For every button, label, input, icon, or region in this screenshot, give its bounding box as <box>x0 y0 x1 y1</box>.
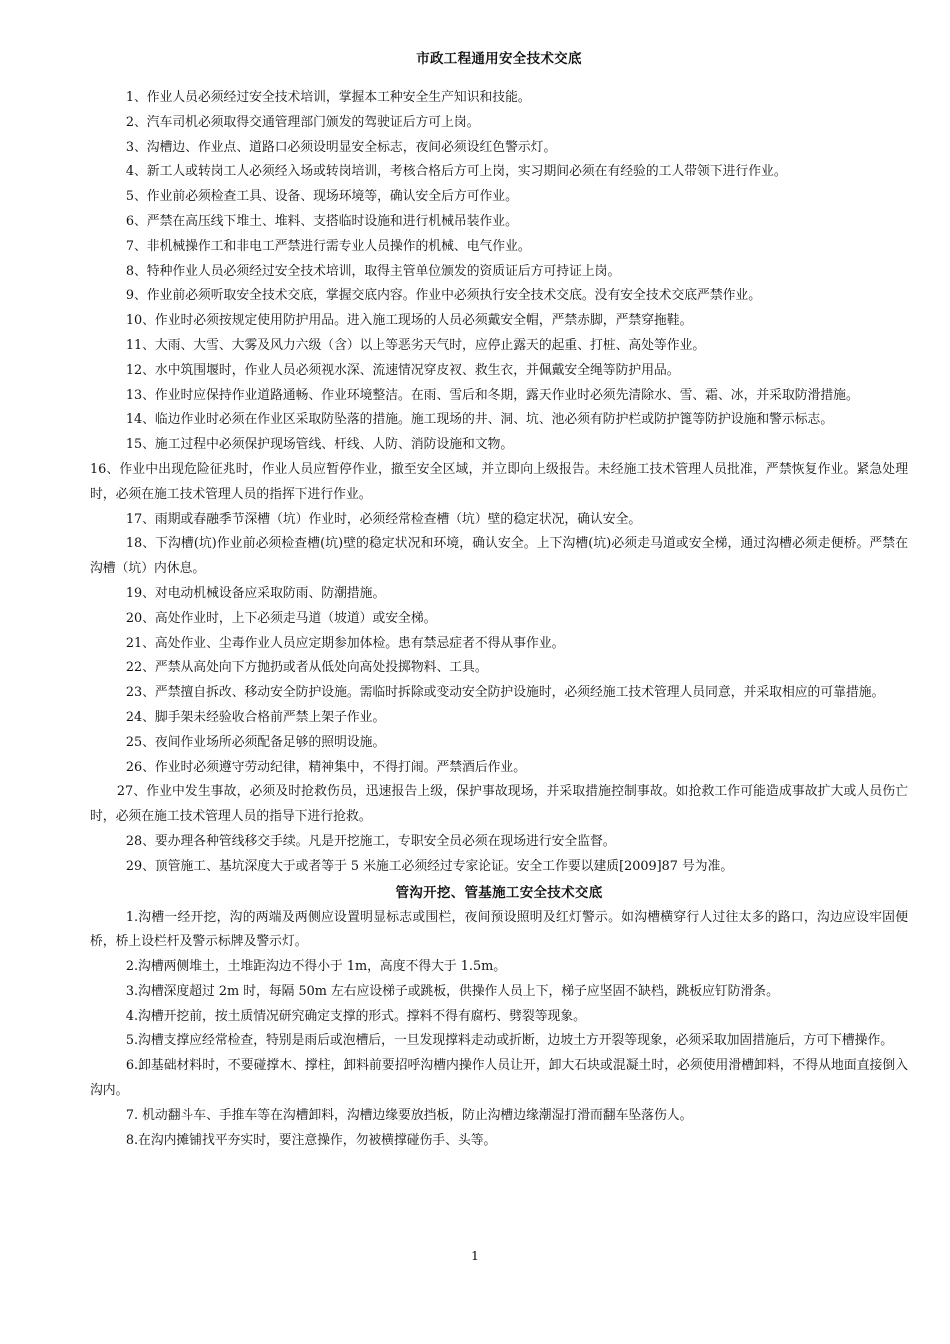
list-item: 26、作业时必须遵守劳动纪律，精神集中，不得打闹。严禁酒后作业。 <box>125 759 527 775</box>
list-item: 27、作业中发生事故，必须及时抢救伤员，迅速报告上级，保护事故现场，并采取措施控制事故。如抢救工作可能造成事故扩大或人员伤亡时，必须在施工技术管理人员的指导下进行抢救。 <box>90 784 908 825</box>
list-item: 3.沟槽深度超过 2m 时，每隔 50m 左右应设梯子或跳板，供操作人员上下，梯子应坚固不缺档，跳板应钉防滑条。 <box>125 983 779 999</box>
list-item: 14、临边作业时必须在作业区采取防坠落的措施。施工现场的井、洞、坑、池必须有防护栏或防护篦等防护设施和警示标志。 <box>125 412 834 428</box>
list-item: 8、特种作业人员必须经过安全技术培训，取得主管单位颁发的资质证后方可持证上岗。 <box>125 263 621 279</box>
list-item: 11、大雨、大雪、大雾及风力六级（含）以上等恶劣天气时，应停止露天的起重、打桩、高处等作业。 <box>125 337 706 353</box>
list-item: 2.沟槽两侧堆土，土堆距沟边不得小于 1m，高度不得大于 1.5m。 <box>125 959 507 975</box>
list-item: 6.卸基础材料时，不要碰撑木、撑柱，卸料前要招呼沟槽内操作人员让开，卸大石块或混凝土时，必须使用滑槽卸料，不得从地面直接倒入沟内。 <box>90 1058 908 1099</box>
list-item: 8.在沟内摊铺找平夯实时，要注意操作，勿被横撑碰伤手、头等。 <box>125 1132 497 1148</box>
list-item: 7. 机动翻斗车、手推车等在沟槽卸料，沟槽边缘要放挡板，防止沟槽边缘潮湿打滑而翻车坠落伤人。 <box>125 1107 693 1123</box>
list-item: 21、高处作业、尘毒作业人员应定期参加体检。患有禁忌症者不得从事作业。 <box>125 635 565 651</box>
section-title: 管沟开挖、管基施工安全技术交底 <box>395 884 603 901</box>
list-item: 5.沟槽支撑应经常检查，特别是雨后或泡槽后，一旦发现撑料走动或折断，边坡土方开裂等现象，必须采取加固措施后，方可下槽操作。 <box>125 1033 894 1049</box>
list-item: 23、严禁擅自拆改、移动安全防护设施。需临时拆除或变动安全防护设施时，必须经施工技术管理人员同意，并采取相应的可靠措施。 <box>125 685 885 701</box>
list-item: 10、作业时必须按规定使用防护用品。进入施工现场的人员必须戴安全帽，严禁赤脚，严禁穿拖鞋。 <box>125 313 693 329</box>
list-item: 19、对电动机械设备应采取防雨、防潮措施。 <box>125 585 386 601</box>
document-title: 市政工程通用安全技术交底 <box>416 51 582 67</box>
list-item: 1、作业人员必须经过安全技术培训，掌握本工种安全生产知识和技能。 <box>125 90 531 105</box>
list-item: 6、严禁在高压线下堆土、堆料、支搭临时设施和进行机械吊装作业。 <box>125 213 518 229</box>
list-item: 29、顶管施工、基坑深度大于或者等于 5 米施工必须经过专家论证。安全工作要以建质[2009]87 号为准。 <box>125 858 734 874</box>
list-item: 9、作业前必须听取安全技术交底，掌握交底内容。作业中必须执行安全技术交底。没有安全技术交底严禁作业。 <box>125 288 762 304</box>
list-item: 4、新工人或转岗工人必须经入场或转岗培训，考核合格后方可上岗，实习期间必须在有经验的工人带领下进行作业。 <box>125 164 787 180</box>
page-number: 1 <box>471 1248 479 1263</box>
list-item: 25、夜间作业场所必须配备足够的照明设施。 <box>125 734 386 750</box>
general-safety-list <box>90 86 908 880</box>
list-item: 2、汽车司机必须取得交通管理部门颁发的驾驶证后方可上岗。 <box>125 114 480 130</box>
list-item: 13、作业时应保持作业道路通畅、作业环境整洁。在雨、雪后和冬期，露天作业时必须先清除水、雪、霜、冰，并采取防滑措施。 <box>125 387 859 403</box>
list-item: 20、高处作业时，上下必须走马道（坡道）或安全梯。 <box>125 610 437 626</box>
list-item: 18、下沟槽(坑)作业前必须检查槽(坑)壁的稳定状况和环境，确认安全。上下沟槽(坑)必须走马道或安全梯，通过沟槽必须走便桥。严禁在沟槽（坑）内休息。 <box>90 536 908 577</box>
list-item: 15、施工过程中必须保护现场管线、杆线、人防、消防设施和文物。 <box>125 437 514 453</box>
list-item: 7、非机械操作工和非电工严禁进行需专业人员操作的机械、电气作业。 <box>125 238 531 254</box>
list-item: 28、要办理各种管线移交手续。凡是开挖施工，专职安全员必须在现场进行安全监督。 <box>125 833 616 849</box>
list-item: 16、作业中出现危险征兆时，作业人员应暂停作业，撤至安全区域，并立即向上级报告。未经施工技术管理人员批准，严禁恢复作业。紧急处理时，必须在施工技术管理人员的指挥下进行作业。 <box>90 461 908 502</box>
list-item: 24、脚手架未经验收合格前严禁上架子作业。 <box>125 709 386 725</box>
list-item: 22、严禁从高处向下方抛扔或者从低处向高处投掷物料、工具。 <box>125 660 488 676</box>
list-item: 1.沟槽一经开挖，沟的两端及两侧应设置明显标志或围栏，夜间预设照明及红灯警示。如沟槽横穿行人过往太多的路口，沟边应设牢固便桥，桥上设栏杆及警示标牌及警示灯。 <box>90 909 908 950</box>
trench-safety-list <box>90 906 908 1154</box>
document-page <box>90 0 908 1153</box>
list-item: 12、水中筑围堰时，作业人员必须视水深、流速情况穿皮衩、救生衣，并佩戴安全绳等防护用品。 <box>125 362 680 378</box>
list-item: 3、沟槽边、作业点、道路口必须设明显安全标志，夜间必须设红色警示灯。 <box>125 139 557 155</box>
list-item: 5、作业前必须检查工具、设备、现场环境等，确认安全后方可作业。 <box>125 189 518 205</box>
list-item: 4.沟槽开挖前，按土质情况研究确定支撑的形式。撑料不得有腐朽、劈裂等现象。 <box>125 1008 586 1024</box>
list-item: 17、雨期或春融季节深槽（坑）作业时，必须经常检查槽（坑）壁的稳定状况，确认安全。 <box>125 511 642 527</box>
